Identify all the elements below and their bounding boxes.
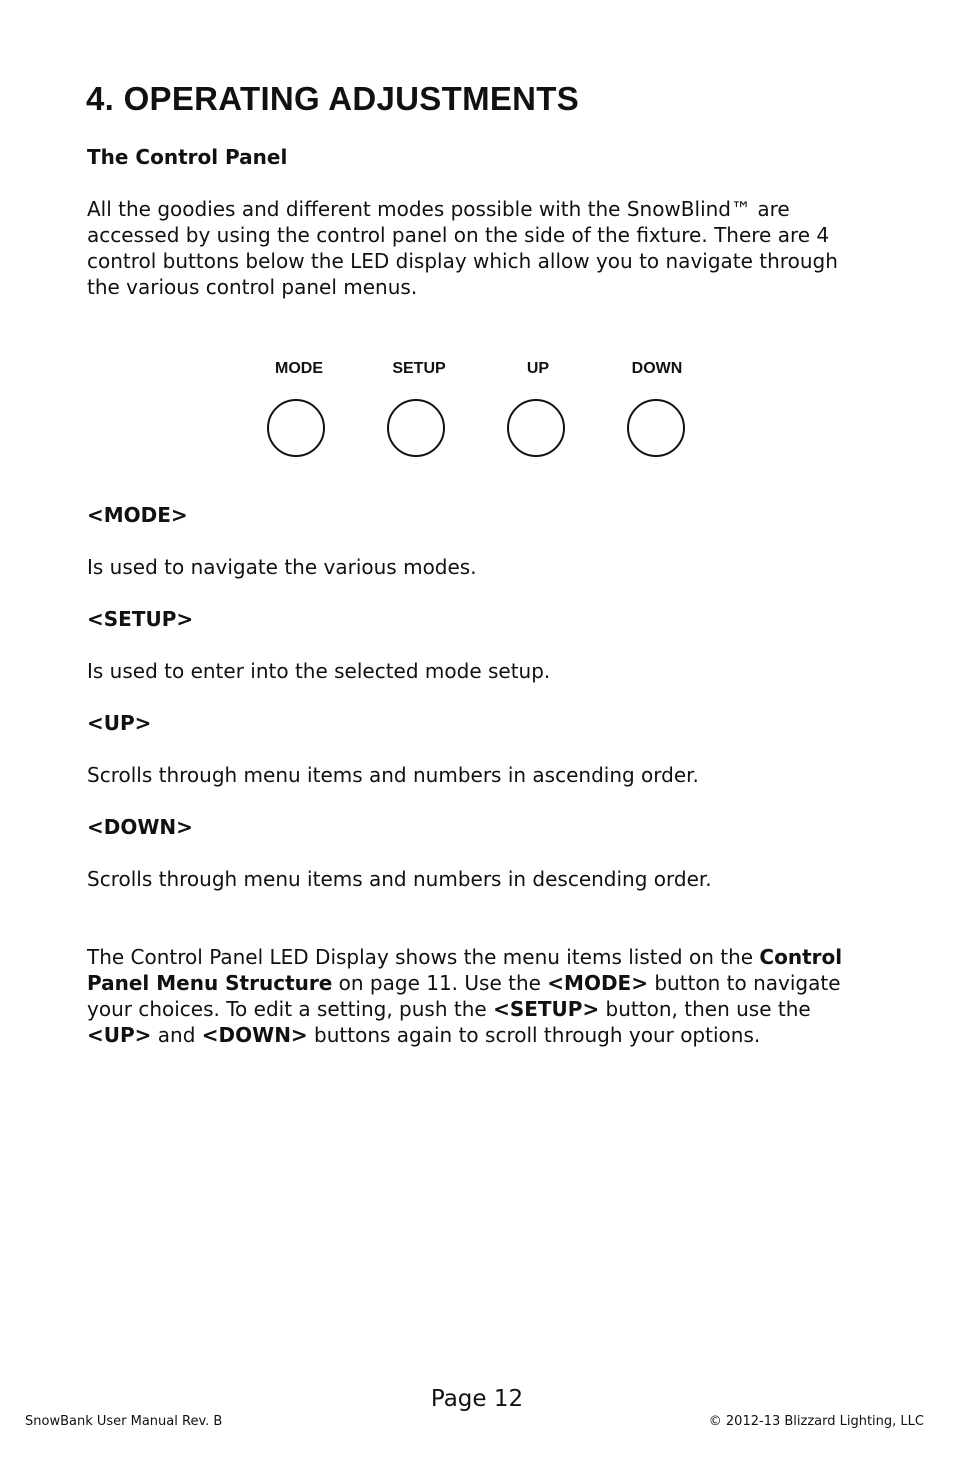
up-button-label: UP	[526, 360, 550, 377]
closing-paragraph: The Control Panel LED Display shows the menu items listed on the Control Panel Menu Structure on page 11. Use the <MODE> button to navigate your choices. To edit a setting, push the <SETUP> button, then use the <UP> and <DOWN> buttons again to scroll through your options.	[87, 945, 843, 1047]
down-heading: <DOWN>	[87, 815, 193, 839]
footer-copyright: © 2012-13 Blizzard Lighting, LLC	[708, 1414, 924, 1429]
down-description: Scrolls through menu items and numbers in descending order.	[87, 867, 712, 891]
mode-description: Is used to navigate the various modes.	[87, 555, 477, 579]
mode-button-label: MODE	[275, 360, 323, 377]
page-title: 4. OPERATING ADJUSTMENTS	[86, 80, 580, 117]
setup-button-label: SETUP	[392, 360, 446, 377]
down-button-circle	[627, 399, 685, 457]
section-heading: The Control Panel	[87, 145, 288, 169]
mode-heading: <MODE>	[87, 503, 188, 527]
setup-button-circle	[387, 399, 445, 457]
up-description: Scrolls through menu items and numbers in ascending order.	[87, 763, 699, 787]
up-button-circle	[507, 399, 565, 457]
menu-structure-ref: Control Panel Menu Structure	[87, 945, 843, 995]
down-button-label: DOWN	[631, 360, 683, 377]
setup-description: Is used to enter into the selected mode setup.	[87, 659, 551, 683]
intro-paragraph: All the goodies and different modes possible with the SnowBlind™ are accessed by using the control panel on the side of the fixture. There are 4 control buttons below the LED display which allow you to navigate through the various control panel menus.	[87, 197, 838, 299]
up-heading: <UP>	[87, 711, 152, 735]
footer-manual-title: SnowBank User Manual Rev. B	[25, 1414, 223, 1429]
page-number: Page 12	[430, 1386, 524, 1412]
mode-button-circle	[267, 399, 325, 457]
setup-heading: <SETUP>	[87, 607, 194, 631]
